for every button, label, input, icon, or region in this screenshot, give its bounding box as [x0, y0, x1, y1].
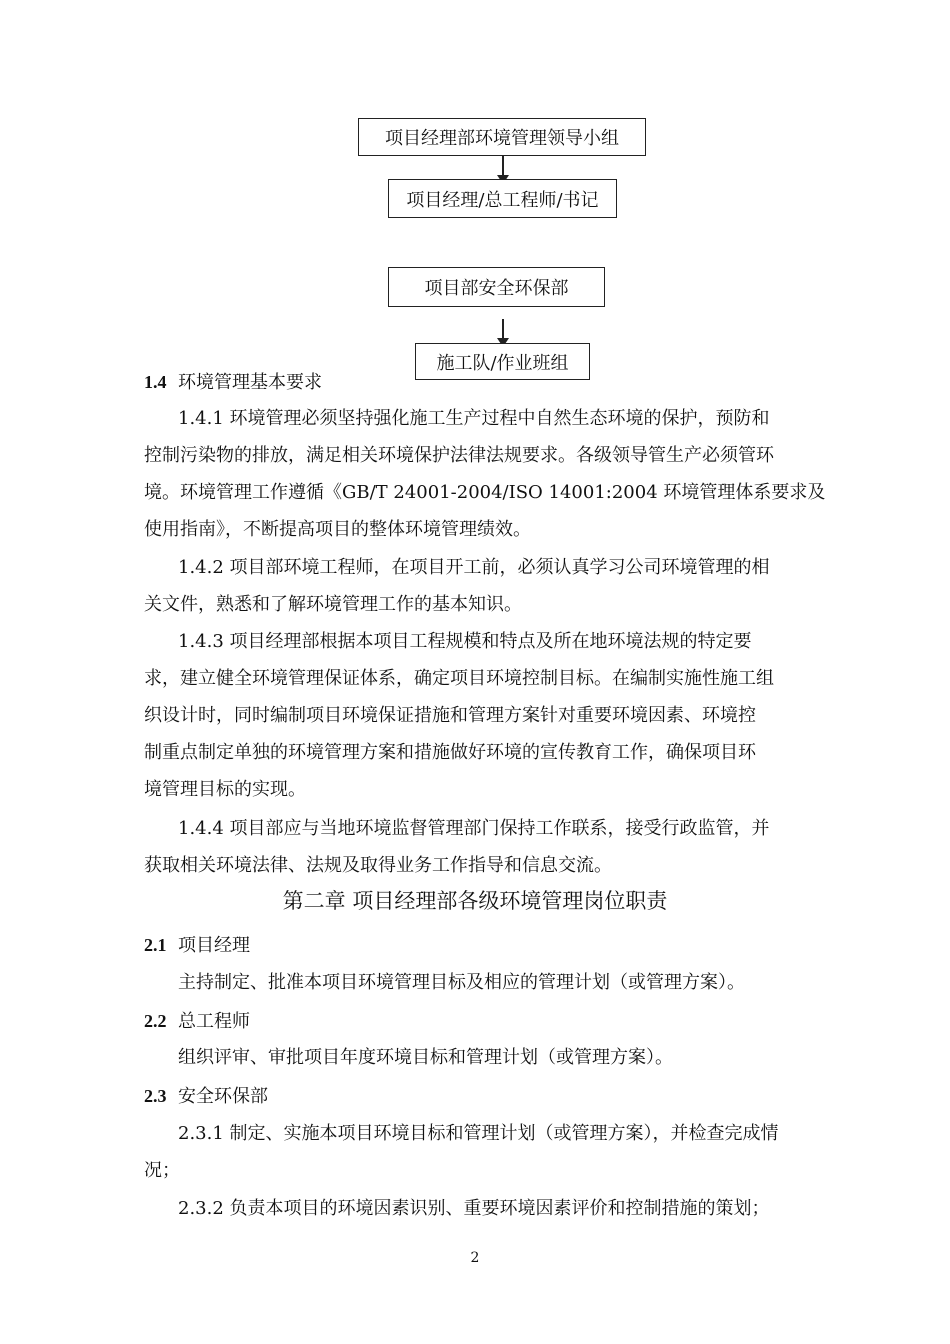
paragraph-line: 关文件，熟悉和了解环境管理工作的基本知识。 — [144, 594, 522, 615]
section-2-3-heading — [144, 1084, 814, 1109]
paragraph-line: 求，建立健全环境管理保证体系，确定项目环境控制目标。在编制实施性施工组 — [144, 668, 774, 689]
paragraph-line: 境。环境管理工作遵循《GB/T 24001-2004/ISO 14001:2004 环境管理体系要求及 — [144, 482, 826, 503]
page-number: 2 — [470, 1250, 480, 1266]
section-1-4-heading — [144, 370, 814, 395]
paragraph-line: 1.4.4 项目部应与当地环境监督管理部门保持工作联系，接受行政监管，并 — [178, 818, 770, 839]
org-box-work-team-label: 施工队/作业班组 — [436, 352, 569, 374]
org-box-leadership-group — [358, 118, 646, 156]
section-number: 1.4 — [144, 372, 167, 392]
paragraph-line: 制重点制定单独的环境管理方案和措施做好环境的宣传教育工作，确保项目环 — [144, 742, 756, 763]
org-box-leadership-group-label: 项目经理部环境管理领导小组 — [385, 128, 619, 149]
paragraph-line: 1.4.3 项目经理部根据本项目工程规模和特点及所在地环境法规的特定要 — [178, 631, 752, 652]
section-2-1-heading — [144, 933, 814, 958]
section-number: 2.2 — [144, 1011, 167, 1031]
paragraph-line: 组织评审、审批项目年度环境目标和管理计划（或管理方案）。 — [178, 1047, 673, 1068]
org-box-manager-label: 项目经理/总工程师/书记 — [406, 189, 599, 211]
org-arrow-2 — [502, 319, 504, 339]
org-box-manager — [388, 179, 617, 218]
paragraph-line: 2.3.2 负责本项目的环境因素识别、重要环境因素评价和控制措施的策划； — [178, 1198, 770, 1219]
chapter-title: 第二章 项目经理部各级环境管理岗位职责 — [282, 889, 668, 913]
paragraph-line: 1.4.2 项目部环境工程师，在项目开工前，必须认真学习公司环境管理的相 — [178, 557, 770, 578]
paragraph-line: 使用指南》，不断提高项目的整体环境管理绩效。 — [144, 519, 531, 540]
section-2-2-heading — [144, 1009, 814, 1034]
section-title: 安全环保部 — [177, 1086, 268, 1107]
paragraph-line: 织设计时，同时编制项目环境保证措施和管理方案针对重要环境因素、环境控 — [144, 705, 756, 726]
paragraph-line: 控制污染物的排放，满足相关环境保护法律法规要求。各级领导管生产必须管环 — [144, 445, 774, 466]
section-number: 2.3 — [144, 1086, 167, 1106]
paragraph-line: 获取相关环境法律、法规及取得业务工作指导和信息交流。 — [144, 855, 612, 876]
org-arrow-1 — [502, 156, 504, 176]
org-box-safety-dept-label: 项目部安全环保部 — [424, 278, 569, 299]
org-box-safety-dept — [388, 267, 605, 307]
paragraph-line: 境管理目标的实现。 — [144, 779, 306, 800]
section-number: 2.1 — [144, 935, 167, 955]
paragraph-line: 1.4.1 环境管理必须坚持强化施工生产过程中自然生态环境的保护，预防和 — [178, 408, 770, 429]
paragraph-line: 2.3.1 制定、实施本项目环境目标和管理计划（或管理方案），并检查完成情 — [178, 1123, 779, 1144]
paragraph-line: 况； — [144, 1160, 180, 1181]
section-title: 项目经理 — [177, 935, 250, 956]
section-title: 总工程师 — [177, 1011, 250, 1032]
section-title: 环境管理基本要求 — [177, 372, 322, 393]
paragraph-line: 主持制定、批准本项目环境管理目标及相应的管理计划（或管理方案）。 — [178, 972, 745, 993]
